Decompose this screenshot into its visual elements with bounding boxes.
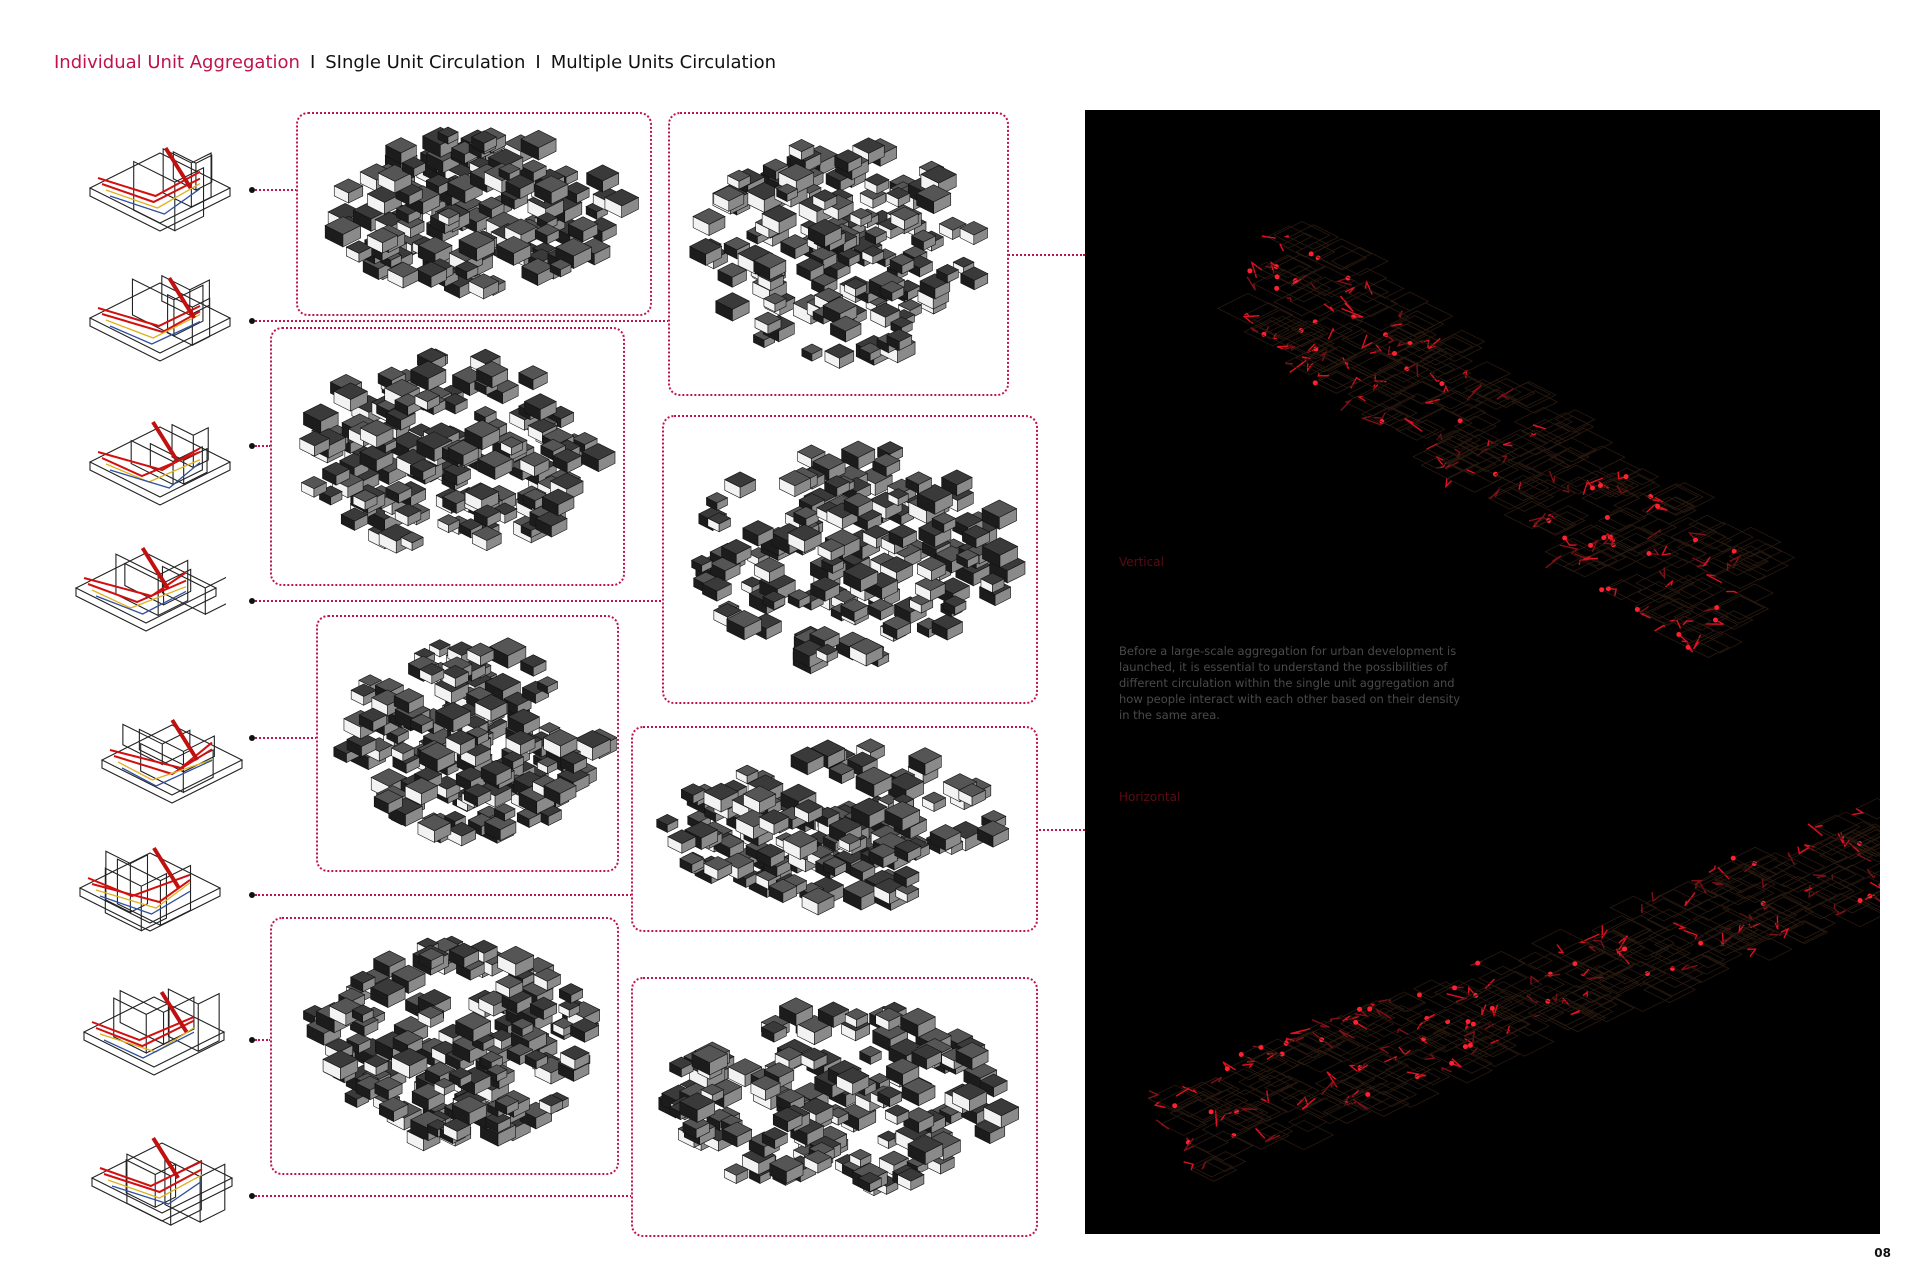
unit-diagram-4	[66, 518, 226, 638]
aggregation-frame-3	[270, 327, 625, 586]
vertical-label: Vertical	[1119, 555, 1164, 569]
separator: I	[309, 52, 316, 73]
connector-line	[255, 189, 297, 191]
connector-line	[255, 320, 673, 322]
connector-line	[1035, 829, 1085, 831]
aggregation-frame-7	[270, 917, 619, 1175]
tab-individual-unit-aggregation[interactable]: Individual Unit Aggregation	[54, 52, 300, 73]
aggregation-image	[298, 114, 650, 314]
aggregation-frame-1	[296, 112, 652, 316]
connector-line	[255, 1039, 271, 1041]
connector-line	[255, 1195, 632, 1197]
circulation-panel	[1085, 110, 1880, 1234]
connector-line	[255, 737, 317, 739]
unit-diagram-8	[82, 1108, 242, 1228]
connector-line	[1005, 254, 1085, 256]
connector-line	[255, 894, 632, 896]
panel-description: Before a large-scale aggregation for urban development is launched, it is essential to understand the possibilities of different circulation within the single unit aggregation and how people interact with each other based on their density in the same area.	[1119, 644, 1461, 722]
tab-single-unit-circulation[interactable]: SIngle Unit Circulation	[325, 52, 526, 73]
aggregation-image	[318, 617, 617, 870]
tab-multiple-units-circulation[interactable]: Multiple Units Circulation	[550, 52, 777, 73]
aggregation-frame-8	[631, 977, 1038, 1237]
unit-diagram-7	[74, 962, 234, 1082]
title-bar	[54, 52, 776, 73]
connector-line	[255, 445, 271, 447]
aggregation-image	[272, 329, 623, 584]
aggregation-image	[272, 919, 617, 1173]
aggregation-frame-5	[316, 615, 619, 872]
aggregation-image	[670, 114, 1007, 394]
aggregation-image	[633, 979, 1036, 1235]
aggregation-frame-2	[668, 112, 1009, 396]
horizontal-label: Horizontal	[1119, 790, 1181, 804]
aggregation-image	[664, 417, 1036, 702]
unit-diagram-1	[80, 118, 240, 238]
page-number: 08	[1874, 1246, 1891, 1260]
unit-diagram-3	[80, 392, 240, 512]
separator: I	[535, 52, 541, 73]
aggregation-frame-6	[631, 726, 1038, 932]
unit-diagram-5	[92, 690, 252, 810]
connector-line	[255, 600, 665, 602]
aggregation-frame-4	[662, 415, 1038, 704]
unit-diagram-6	[70, 818, 230, 938]
aggregation-image	[633, 728, 1036, 930]
unit-diagram-2	[80, 248, 240, 368]
